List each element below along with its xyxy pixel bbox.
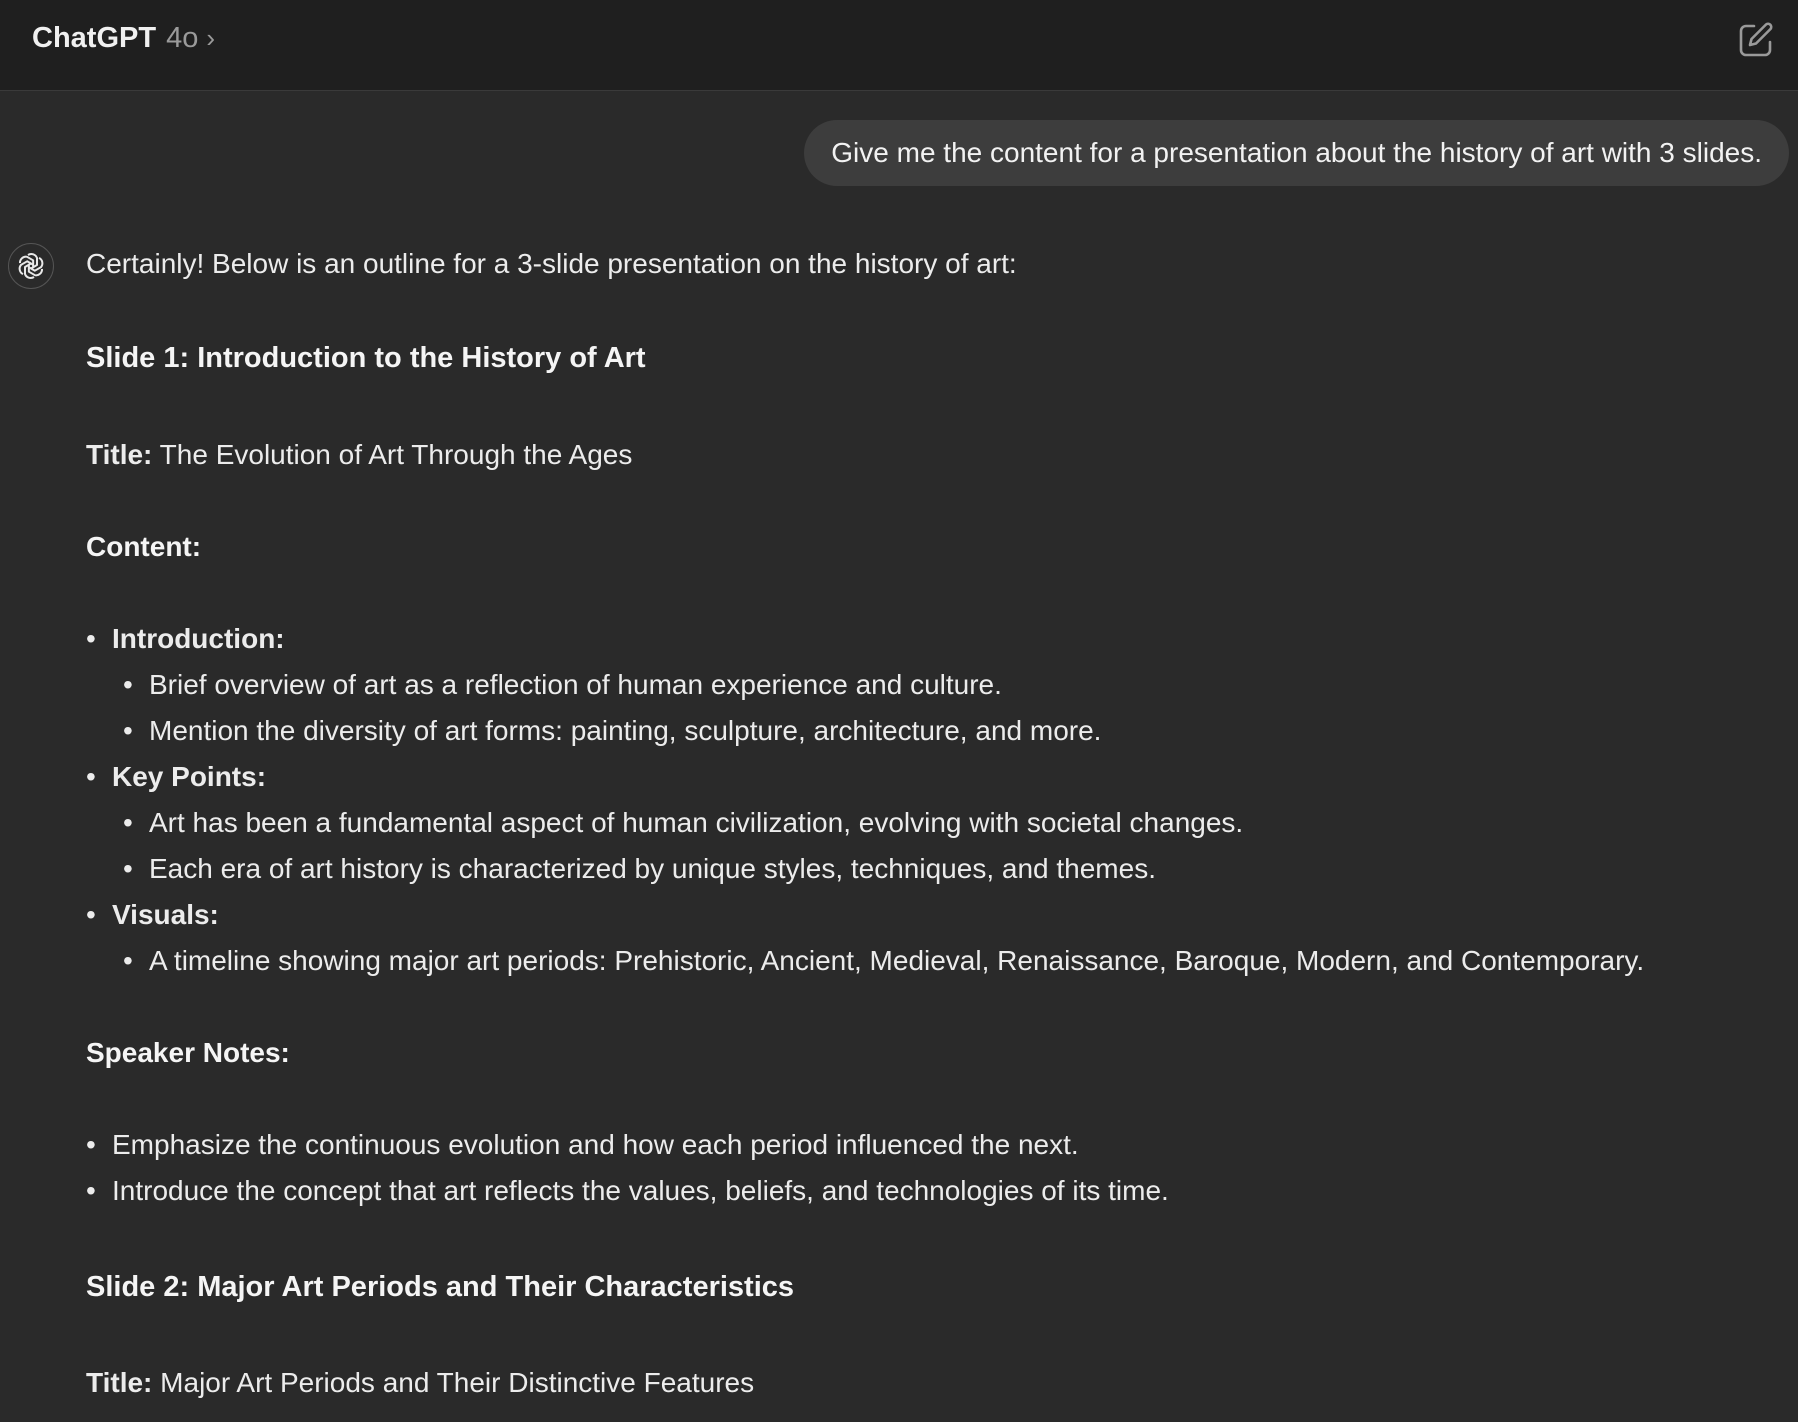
title-value: Major Art Periods and Their Distinctive Features xyxy=(152,1367,755,1398)
content-label: Content: xyxy=(86,531,202,562)
slide2-title-line xyxy=(86,1367,754,1399)
slide1-heading: Slide 1: Introduction to the History of Art xyxy=(86,342,646,374)
speaker-notes-label: Speaker Notes: xyxy=(86,1037,290,1068)
model-switcher[interactable] xyxy=(32,22,215,55)
top-bar xyxy=(0,0,1798,91)
bullet-label-key-points: Key Points: xyxy=(112,761,267,792)
title-label: Title: xyxy=(86,1367,153,1398)
assistant-intro: Certainly! Below is an outline for a 3-slide presentation on the history of art: xyxy=(86,248,1017,279)
bullet-label-introduction: Introduction: xyxy=(112,623,285,654)
title-label: Title: xyxy=(86,439,153,470)
model-name: 4o xyxy=(166,22,199,54)
bullet-label-visuals: Visuals: xyxy=(112,899,219,930)
chevron-right-icon: › xyxy=(206,23,215,53)
slide1-title-line xyxy=(86,439,632,471)
user-message-bubble xyxy=(804,120,1789,186)
title-value: The Evolution of Art Through the Ages xyxy=(152,439,633,470)
user-message-text: Give me the content for a presentation about the history of art with 3 slides. xyxy=(831,137,1762,168)
slide2-heading: Slide 2: Major Art Periods and Their Characteristics xyxy=(86,1271,795,1303)
openai-logo-icon xyxy=(8,243,54,289)
new-chat-compose-icon[interactable] xyxy=(1736,20,1776,60)
app-name: ChatGPT xyxy=(32,22,157,54)
